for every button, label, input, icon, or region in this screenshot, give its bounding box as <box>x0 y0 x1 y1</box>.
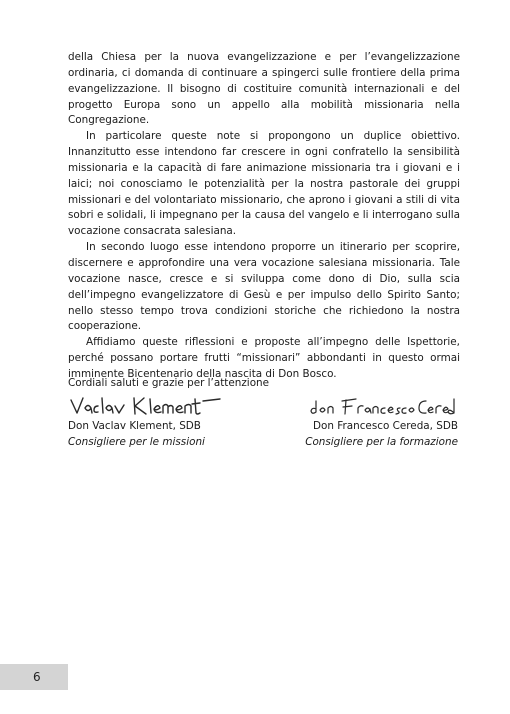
body-text <box>68 50 460 383</box>
signatory-role-right: Consigliere per la formazione <box>305 435 458 448</box>
paragraph-4: Affidiamo queste riflessioni e proposte all’impegno delle Ispettorie, perché possano portare frutti “missionari” abbondanti in questo ormai imminente Bicentenario della nascita di Don Bosco. <box>68 336 460 380</box>
paragraph-2: In particolare queste note si propongono un duplice obiettivo. Innanzitutto esse intendono far crescere in ogni confratello la sensibilità missionaria e la capacità di fare animazione missionaria tra i giovani e i laici; noi conosciamo le potenzialità per la nostra pastorale dei gruppi missionari e del volontariato missionario, che aprono i giovani a stili di vita sobri e solidali, li impegnano per la causa del vangelo e li interrogano sulla vocazione consacrata salesiana. <box>68 130 460 238</box>
page-number: 6 <box>33 670 41 684</box>
signature-block-left <box>68 395 268 450</box>
closing-greeting: Cordiali saluti e grazie per l’attenzione <box>68 377 270 389</box>
handwritten-signature-klement <box>68 395 228 417</box>
signature-block-right <box>258 395 458 450</box>
paragraph-3: In secondo luogo esse intendono proporre un itinerario per scoprire, discernere e approfondire una vera vocazione salesiana missionaria. Tale vocazione nasce, cresce e si sviluppa come dono di Dio, sulla scia dell’impegno evangelizzatore di Gesù e per impulso dello Spirito Santo; nello stesso tempo trova condizioni storiche che richiedono la nostra cooperazione. <box>68 241 460 333</box>
handwritten-signature-cereda <box>308 395 458 417</box>
paragraph-1: della Chiesa per la nuova evangelizzazione e per l’evangelizzazione ordinaria, ci domanda di continuare a spingerci sulle frontiere della prima evangelizzazione. Il bisogno di costituire comunità internazionali e del progetto Europa sono un appello alla mobilità missionaria nella Congregazione. <box>68 51 460 127</box>
signatory-name-left: Don Vaclav Klement, SDB <box>68 420 201 432</box>
page-number-tab <box>0 664 68 690</box>
signatory-role-left: Consigliere per le missioni <box>68 435 205 448</box>
signatory-name-right: Don Francesco Cereda, SDB <box>313 420 458 432</box>
